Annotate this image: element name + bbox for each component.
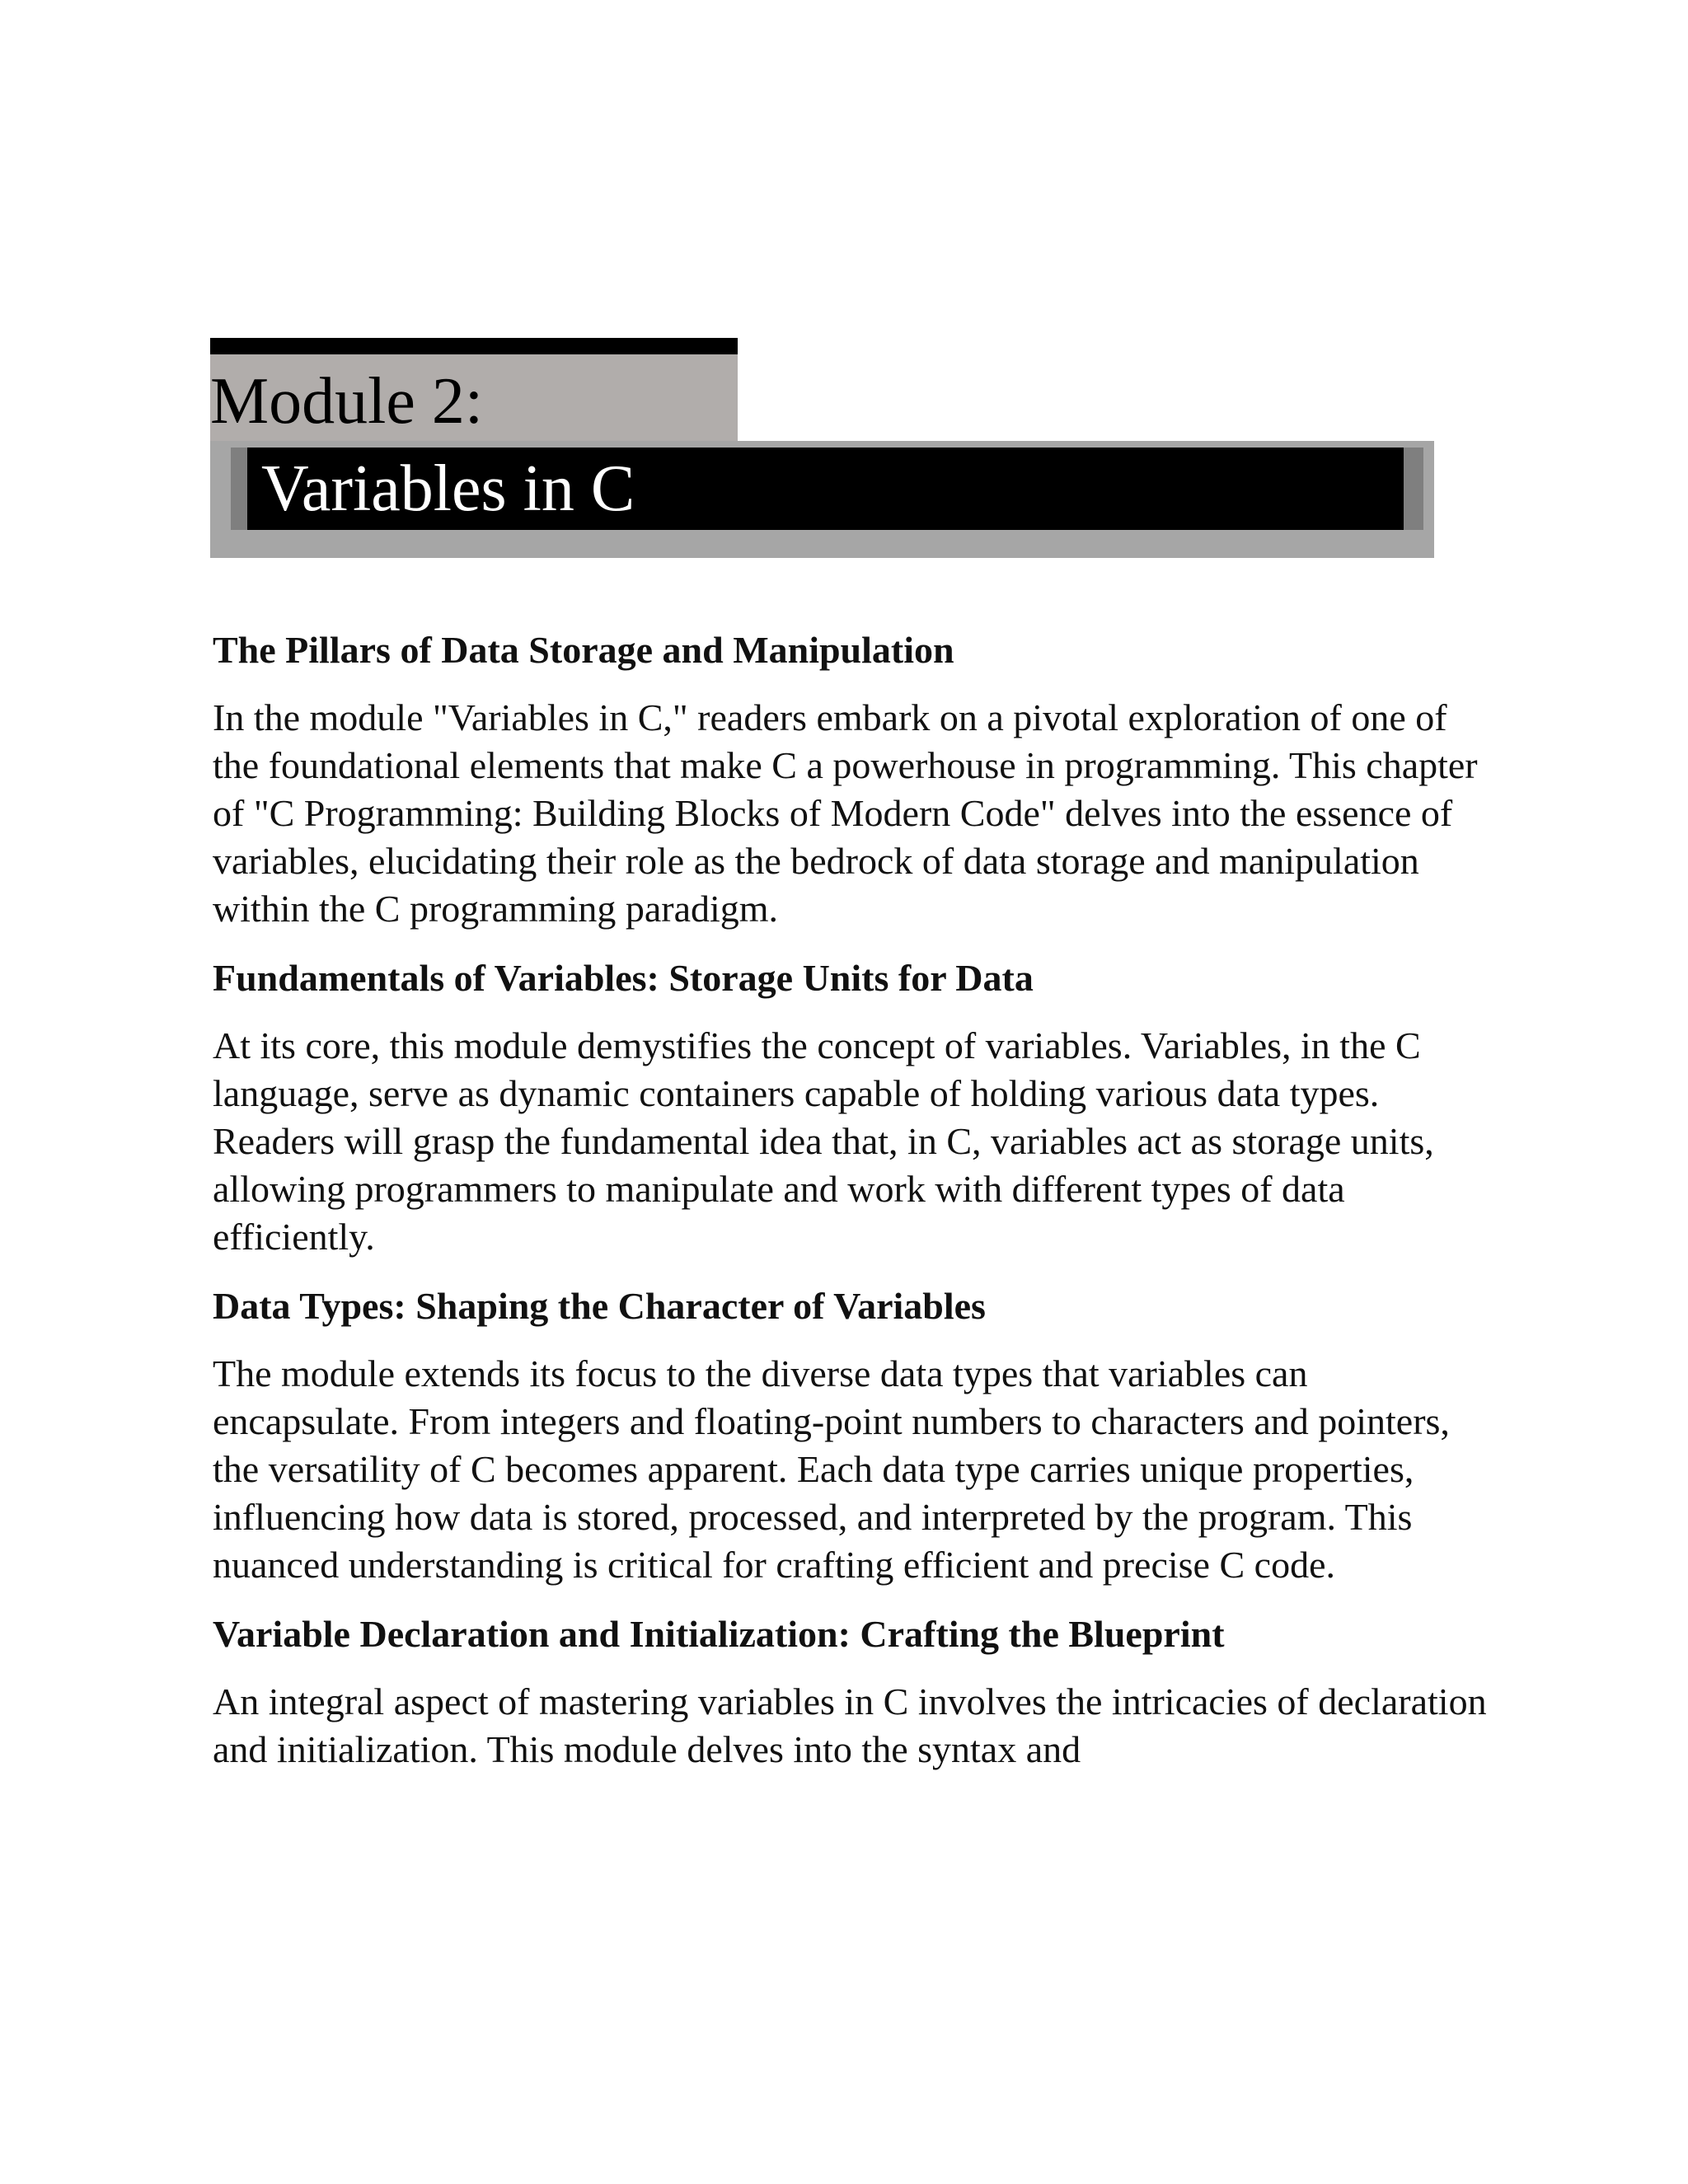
section-heading: Fundamentals of Variables: Storage Units for Data [213, 957, 1034, 999]
module-title: Variables in C [261, 452, 635, 525]
section-heading: Data Types: Shaping the Character of Variables [213, 1285, 986, 1327]
section-pillars [213, 626, 1498, 933]
section-declaration [213, 1610, 1498, 1774]
section-paragraph: An integral aspect of mastering variables in C involves the intricacies of declaration and initialization. This module delves into the syntax and [213, 1680, 1487, 1770]
section-data-types [213, 1282, 1498, 1589]
section-paragraph: In the module "Variables in C," readers embark on a pivotal exploration of one of the foundational elements that make C a powerhouse in programming. This chapter of "C Programming: Building Blocks of Modern Code" delves into the essence of variables, elucidating their role as the bedrock of data storage and manipulation within the C programming paradigm. [213, 696, 1478, 930]
section-fundamentals [213, 954, 1498, 1261]
banner-top-rule [210, 338, 738, 354]
section-heading: The Pillars of Data Storage and Manipulation [213, 629, 954, 671]
body-content [213, 626, 1498, 1795]
section-paragraph: At its core, this module demystifies the concept of variables. Variables, in the C language, serve as dynamic containers capable of holding various data types. Readers will grasp the fundamental idea that, in C, variables act as storage units, allowing programmers to manipulate and work with different types of data efficiently. [213, 1024, 1434, 1258]
section-heading: Variable Declaration and Initialization: Crafting the Blueprint [213, 1613, 1225, 1655]
section-paragraph: The module extends its focus to the diverse data types that variables can encapsulate. From integers and floating-point numbers to characters and pointers, the versatility of C becomes apparent. Each data type carries unique properties, influencing how data is stored, processed, and interpreted by the program. This nuanced understanding is critical for crafting efficient and precise C code. [213, 1352, 1450, 1586]
module-label: Module 2: [210, 365, 484, 438]
